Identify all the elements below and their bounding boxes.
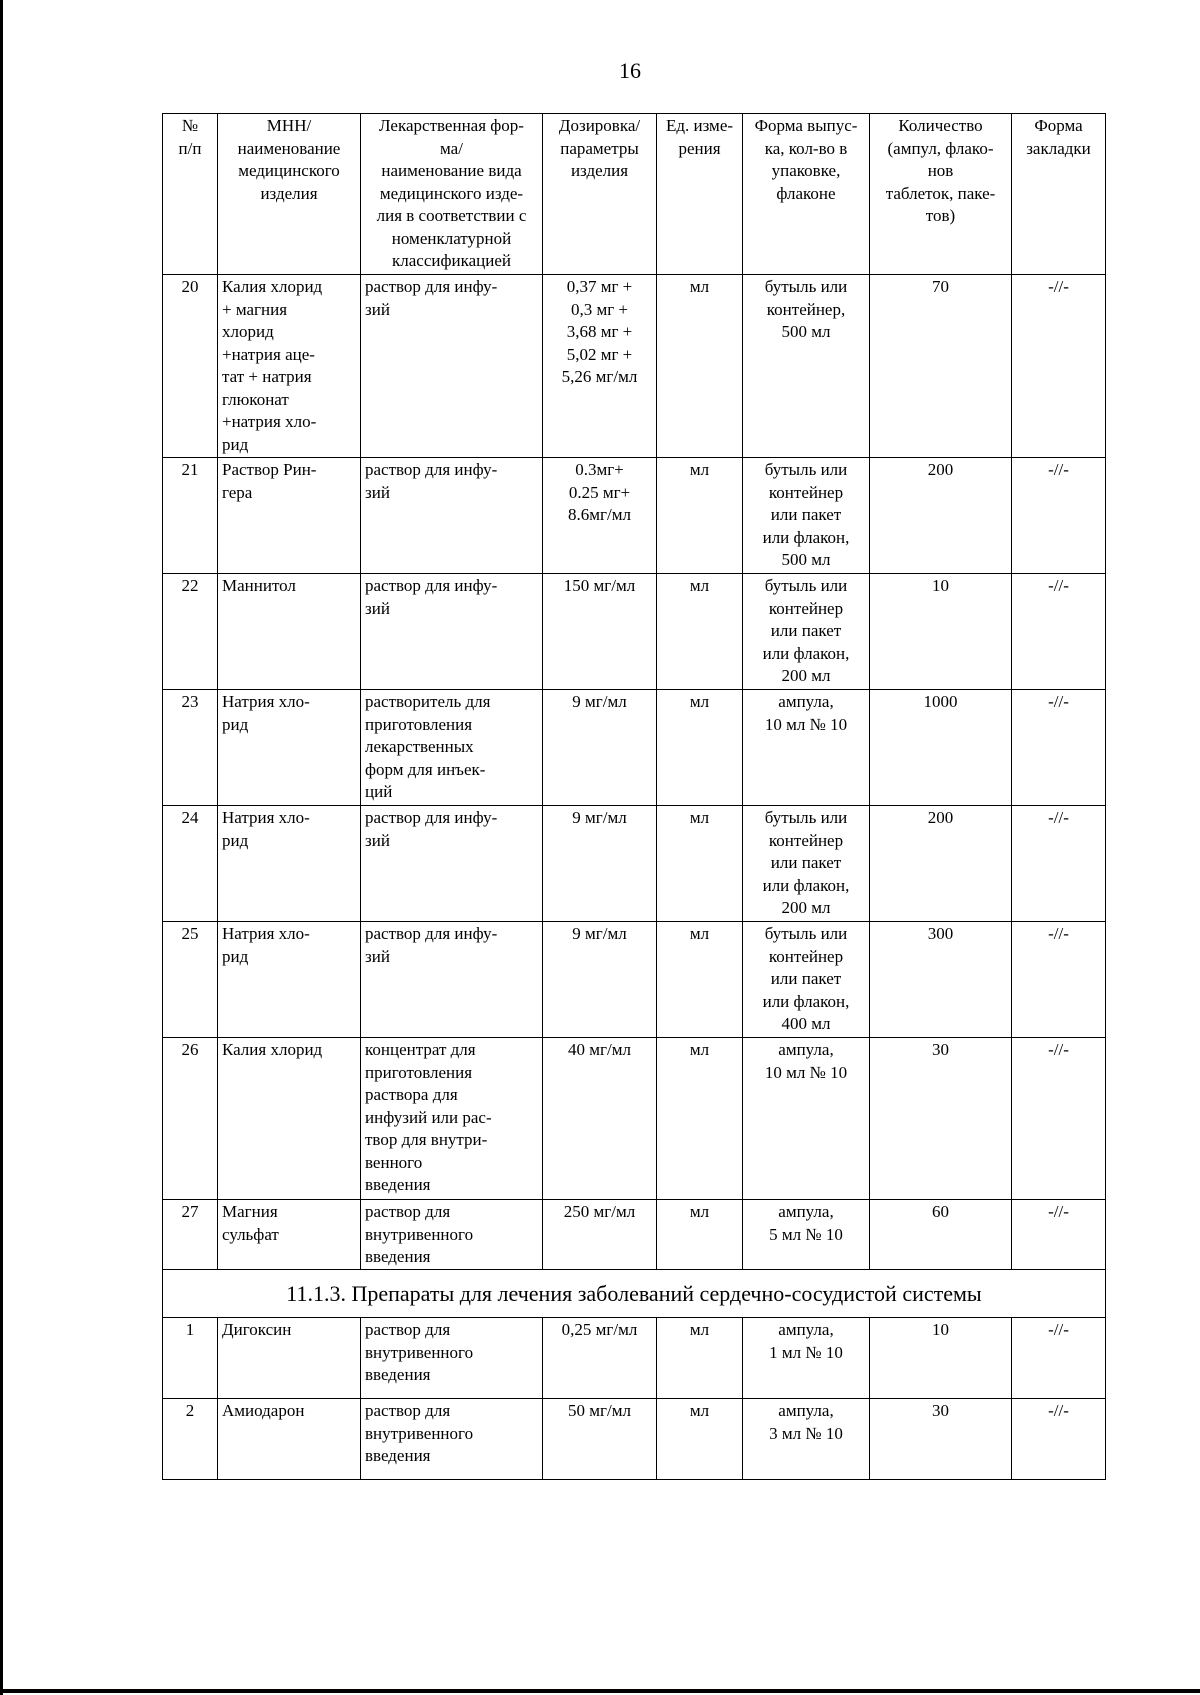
cell-dose: 9 мг/мл <box>543 806 657 922</box>
cell-num: 22 <box>163 574 218 690</box>
cell-dose: 9 мг/мл <box>543 922 657 1038</box>
cell-qty: 200 <box>870 806 1012 922</box>
table-row <box>163 574 1106 690</box>
cell-tab: -//- <box>1012 1200 1106 1270</box>
cell-pack: ампула, 3 мл № 10 <box>743 1399 870 1480</box>
cell-tab: -//- <box>1012 1399 1106 1480</box>
cell-inn: Магния сульфат <box>218 1200 361 1270</box>
table-row <box>163 1318 1106 1399</box>
cell-form: раствор для инфу- зий <box>361 574 543 690</box>
table-row <box>163 806 1106 922</box>
header-inn: МНН/ наименование медицинского изделия <box>218 114 361 275</box>
cell-unit: мл <box>657 806 743 922</box>
cell-num: 23 <box>163 690 218 806</box>
cell-inn: Амиодарон <box>218 1399 361 1480</box>
cell-qty: 10 <box>870 1318 1012 1399</box>
table-row <box>163 1399 1106 1480</box>
table-row <box>163 1200 1106 1270</box>
cell-unit: мл <box>657 1200 743 1270</box>
cell-dose: 0.3мг+ 0.25 мг+ 8.6мг/мл <box>543 458 657 574</box>
cell-form: раствор для внутривенного введения <box>361 1318 543 1399</box>
cell-form: раствор для инфу- зий <box>361 806 543 922</box>
cell-num: 2 <box>163 1399 218 1480</box>
cell-tab: -//- <box>1012 275 1106 458</box>
header-unit: Ед. изме- рения <box>657 114 743 275</box>
cell-qty: 300 <box>870 922 1012 1038</box>
section-title: 11.1.3. Препараты для лечения заболеваний сердечно-сосудистой системы <box>163 1270 1106 1318</box>
cell-dose: 40 мг/мл <box>543 1038 657 1200</box>
table-header-row <box>163 114 1106 275</box>
header-pack: Форма выпус- ка, кол-во в упаковке, флаконе <box>743 114 870 275</box>
cell-qty: 60 <box>870 1200 1012 1270</box>
cell-pack: ампула, 1 мл № 10 <box>743 1318 870 1399</box>
cell-inn: Калия хлорид + магния хлорид +натрия аце- тат + натрия глюконат +натрия хло- рид <box>218 275 361 458</box>
cell-qty: 10 <box>870 574 1012 690</box>
cell-unit: мл <box>657 1038 743 1200</box>
table-row <box>163 690 1106 806</box>
cell-dose: 0,37 мг + 0,3 мг + 3,68 мг + 5,02 мг + 5,26 мг/мл <box>543 275 657 458</box>
cell-unit: мл <box>657 690 743 806</box>
header-num: № п/п <box>163 114 218 275</box>
cell-num: 27 <box>163 1200 218 1270</box>
table-row <box>163 922 1106 1038</box>
cell-pack: бутыль или контейнер или пакет или флакон, 200 мл <box>743 574 870 690</box>
cell-unit: мл <box>657 574 743 690</box>
cell-tab: -//- <box>1012 1318 1106 1399</box>
cell-inn: Раствор Рин- гера <box>218 458 361 574</box>
drug-table <box>162 113 1106 1480</box>
table-row <box>163 458 1106 574</box>
cell-inn: Натрия хло- рид <box>218 922 361 1038</box>
cell-pack: бутыль или контейнер или пакет или флакон, 500 мл <box>743 458 870 574</box>
cell-qty: 30 <box>870 1038 1012 1200</box>
cell-inn: Калия хлорид <box>218 1038 361 1200</box>
scan-edge-left <box>0 0 3 1695</box>
cell-qty: 70 <box>870 275 1012 458</box>
cell-pack: ампула, 10 мл № 10 <box>743 690 870 806</box>
cell-inn: Дигоксин <box>218 1318 361 1399</box>
cell-unit: мл <box>657 275 743 458</box>
header-dose: Дозировка/ параметры изделия <box>543 114 657 275</box>
cell-unit: мл <box>657 1318 743 1399</box>
cell-dose: 250 мг/мл <box>543 1200 657 1270</box>
header-qty: Количество (ампул, флако- нов таблеток, паке- тов) <box>870 114 1012 275</box>
cell-form: концентрат для приготовления раствора для инфузий или рас- твор для внутри- венного введения <box>361 1038 543 1200</box>
cell-form: раствор для инфу- зий <box>361 275 543 458</box>
cell-num: 1 <box>163 1318 218 1399</box>
cell-inn: Маннитол <box>218 574 361 690</box>
cell-num: 25 <box>163 922 218 1038</box>
cell-tab: -//- <box>1012 806 1106 922</box>
section-heading-row <box>163 1270 1106 1318</box>
cell-num: 20 <box>163 275 218 458</box>
cell-inn: Натрия хло- рид <box>218 806 361 922</box>
cell-dose: 50 мг/мл <box>543 1399 657 1480</box>
cell-form: раствор для внутривенного введения <box>361 1200 543 1270</box>
cell-qty: 30 <box>870 1399 1012 1480</box>
cell-form: раствор для инфу- зий <box>361 922 543 1038</box>
cell-tab: -//- <box>1012 574 1106 690</box>
cell-dose: 0,25 мг/мл <box>543 1318 657 1399</box>
cell-unit: мл <box>657 458 743 574</box>
cell-pack: ампула, 10 мл № 10 <box>743 1038 870 1200</box>
cell-num: 21 <box>163 458 218 574</box>
cell-form: растворитель для приготовления лекарственных форм для инъек- ций <box>361 690 543 806</box>
cell-pack: бутыль или контейнер, 500 мл <box>743 275 870 458</box>
table-row <box>163 275 1106 458</box>
cell-tab: -//- <box>1012 922 1106 1038</box>
cell-form: раствор для инфу- зий <box>361 458 543 574</box>
cell-unit: мл <box>657 1399 743 1480</box>
page-number: 16 <box>619 58 641 83</box>
cell-pack: ампула, 5 мл № 10 <box>743 1200 870 1270</box>
cell-tab: -//- <box>1012 458 1106 574</box>
cell-qty: 200 <box>870 458 1012 574</box>
cell-pack: бутыль или контейнер или пакет или флакон, 200 мл <box>743 806 870 922</box>
header-form: Лекарственная фор- ма/ наименование вида медицинского изде- лия в соответствии с номенклатурной классификацией <box>361 114 543 275</box>
cell-inn: Натрия хло- рид <box>218 690 361 806</box>
table-row <box>163 1038 1106 1200</box>
table-body <box>163 114 1106 1480</box>
cell-pack: бутыль или контейнер или пакет или флакон, 400 мл <box>743 922 870 1038</box>
cell-tab: -//- <box>1012 1038 1106 1200</box>
scan-edge-bottom <box>0 1689 1200 1693</box>
cell-dose: 150 мг/мл <box>543 574 657 690</box>
header-tab: Форма закладки <box>1012 114 1106 275</box>
cell-qty: 1000 <box>870 690 1012 806</box>
cell-unit: мл <box>657 922 743 1038</box>
cell-dose: 9 мг/мл <box>543 690 657 806</box>
cell-num: 26 <box>163 1038 218 1200</box>
cell-num: 24 <box>163 806 218 922</box>
cell-tab: -//- <box>1012 690 1106 806</box>
cell-form: раствор для внутривенного введения <box>361 1399 543 1480</box>
